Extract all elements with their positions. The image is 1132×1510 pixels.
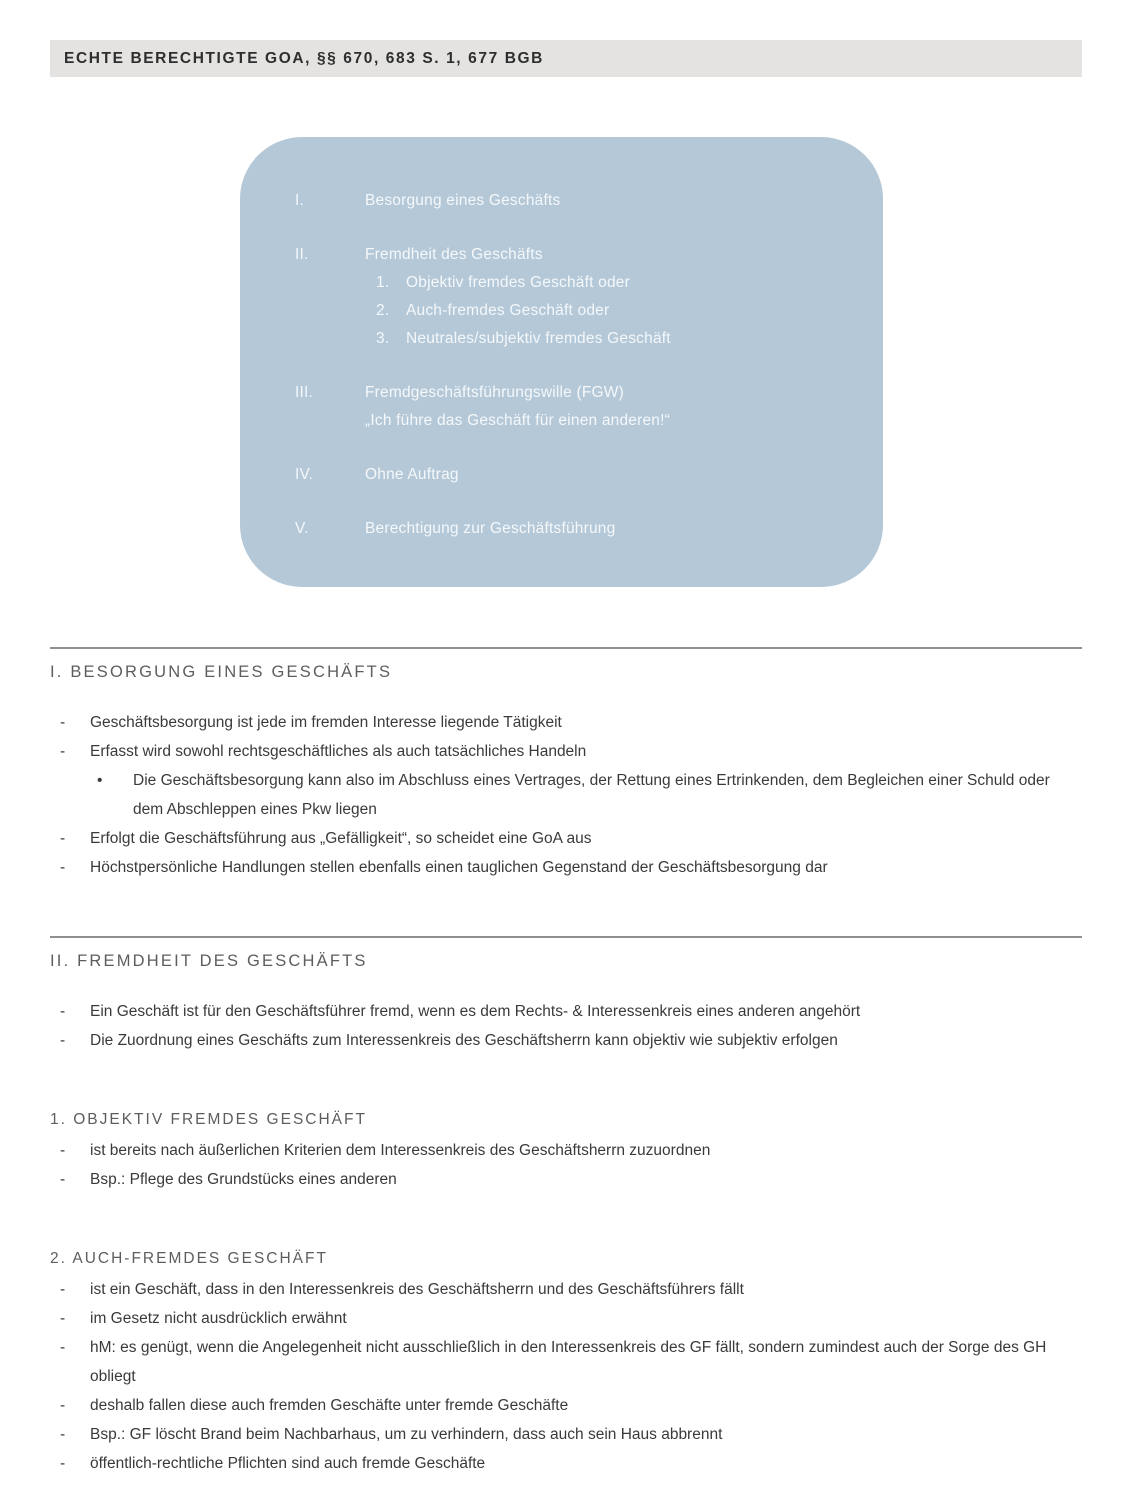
outline-item-2 <box>295 241 843 353</box>
outline-item-text <box>365 241 843 353</box>
subsection-objektiv-fremdes <box>50 1111 1082 1194</box>
bullet-list <box>50 997 1082 1055</box>
outline-subitem-number: 2. <box>376 302 390 319</box>
outline-item-5 <box>295 515 843 543</box>
section-besorgung <box>50 647 1082 882</box>
outline-numeral: V. <box>295 520 309 537</box>
outline-item-title: Fremdheit des Geschäfts <box>365 246 543 263</box>
outline-item-1 <box>295 187 843 215</box>
bullet-list <box>50 1275 1082 1478</box>
outline-box <box>240 137 883 587</box>
list-item-text: Bsp.: GF löscht Brand beim Nachbarhaus, um zu verhindern, dass auch sein Haus abbrennt <box>90 1426 723 1443</box>
outline-item-text: Besorgung eines Geschäfts <box>365 192 561 209</box>
list-item <box>50 997 1082 1026</box>
list-item-text: Die Zuordnung eines Geschäfts zum Interessenkreis des Geschäftsherrn kann objektiv wie subjektiv erfolgen <box>90 1032 838 1049</box>
list-item-text: Höchstpersönliche Handlungen stellen ebenfalls einen tauglichen Gegenstand der Geschäftsbesorgung dar <box>90 859 828 876</box>
dash-bullet-icon: - <box>60 1339 66 1356</box>
outline-subitem-number: 3. <box>376 330 390 347</box>
list-item-text: Erfasst wird sowohl rechtsgeschäftliches als auch tatsächliches Handeln <box>90 743 587 760</box>
subsection-heading: 1. OBJEKTIV FREMDES GESCHÄFT <box>50 1111 367 1128</box>
dash-bullet-icon: - <box>60 1032 66 1049</box>
list-item <box>50 1304 1082 1333</box>
section-divider <box>50 936 1082 938</box>
nested-list-item <box>50 766 1082 824</box>
list-item-text: ist bereits nach äußerlichen Kriterien dem Interessenkreis des Geschäftsherrn zuzuordnen <box>90 1142 711 1159</box>
outline-numeral: I. <box>295 192 305 209</box>
outline-item-3 <box>295 379 843 435</box>
section-divider <box>50 647 1082 649</box>
outline-subitem <box>365 325 843 353</box>
dash-bullet-icon: - <box>60 1426 66 1443</box>
outline-item-title: Fremdgeschäftsführungswille (FGW) <box>365 384 624 401</box>
document-header <box>50 40 1082 77</box>
dash-bullet-icon: - <box>60 1142 66 1159</box>
dot-bullet-icon: • <box>97 772 103 789</box>
outline-numeral: III. <box>295 384 314 401</box>
dash-bullet-icon: - <box>60 743 66 760</box>
list-item <box>50 1391 1082 1420</box>
list-item <box>50 853 1082 882</box>
list-item-text: öffentlich-rechtliche Pflichten sind auch fremde Geschäfte <box>90 1455 486 1472</box>
list-item-text: Geschäftsbesorgung ist jede im fremden Interesse liegende Tätigkeit <box>90 714 562 731</box>
list-item <box>50 737 1082 766</box>
list-item <box>50 824 1082 853</box>
outline-numeral: IV. <box>295 466 314 483</box>
list-item <box>50 1333 1082 1391</box>
outline-subitem <box>365 297 843 325</box>
list-item <box>50 1136 1082 1165</box>
list-item <box>50 1420 1082 1449</box>
section-fremdheit <box>50 936 1082 1055</box>
dash-bullet-icon: - <box>60 1397 66 1414</box>
outline-subitem-text: Objektiv fremdes Geschäft oder <box>406 274 630 291</box>
list-item-text: Ein Geschäft ist für den Geschäftsführer fremd, wenn es dem Rechts- & Interessenkreis eines anderen angehört <box>90 1003 861 1020</box>
list-item-text: im Gesetz nicht ausdrücklich erwähnt <box>90 1310 347 1327</box>
list-item-text: hM: es genügt, wenn die Angelegenheit nicht ausschließlich in den Interessenkreis des GF fällt, sondern zumindest auch der Sorge des GH obliegt <box>90 1339 1047 1385</box>
outline-item-quote: „Ich führe das Geschäft für einen anderen!“ <box>365 412 670 429</box>
outline-subitem-text: Neutrales/subjektiv fremdes Geschäft <box>406 330 671 347</box>
subsection-heading: 2. AUCH-FREMDES GESCHÄFT <box>50 1250 328 1267</box>
dash-bullet-icon: - <box>60 714 66 731</box>
outline-item-text <box>365 379 843 435</box>
outline-subitem-text: Auch-fremdes Geschäft oder <box>406 302 610 319</box>
list-item-text: Erfolgt die Geschäftsführung aus „Gefälligkeit“, so scheidet eine GoA aus <box>90 830 592 847</box>
dash-bullet-icon: - <box>60 830 66 847</box>
document-title: ECHTE BERECHTIGTE GOA, §§ 670, 683 S. 1, 677 BGB <box>64 49 544 67</box>
bullet-list <box>50 1136 1082 1194</box>
list-item-text: Bsp.: Pflege des Grundstücks eines anderen <box>90 1171 397 1188</box>
bullet-list <box>50 708 1082 882</box>
dash-bullet-icon: - <box>60 859 66 876</box>
dash-bullet-icon: - <box>60 1003 66 1020</box>
section-heading: II. FREMDHEIT DES GESCHÄFTS <box>50 952 368 970</box>
list-item <box>50 1165 1082 1194</box>
outline-item-4 <box>295 461 843 489</box>
list-item <box>50 1449 1082 1478</box>
list-item-text: ist ein Geschäft, dass in den Interessenkreis des Geschäftsherrn und des Geschäftsführers fällt <box>90 1281 744 1298</box>
subsection-auch-fremdes <box>50 1250 1082 1478</box>
outline-subitem <box>365 269 843 297</box>
outline-subitem-number: 1. <box>376 274 390 291</box>
outline-item-text: Berechtigung zur Geschäftsführung <box>365 520 616 537</box>
outline-item-text: Ohne Auftrag <box>365 466 459 483</box>
list-item <box>50 708 1082 737</box>
list-item <box>50 1275 1082 1304</box>
dash-bullet-icon: - <box>60 1455 66 1472</box>
section-heading: I. BESORGUNG EINES GESCHÄFTS <box>50 663 393 681</box>
dash-bullet-icon: - <box>60 1281 66 1298</box>
dash-bullet-icon: - <box>60 1310 66 1327</box>
list-item-text: Die Geschäftsbesorgung kann also im Abschluss eines Vertrages, der Rettung eines Ertrinkenden, dem Begleichen einer Schuld oder dem Abschleppen eines Pkw liegen <box>133 772 1050 818</box>
outline-numeral: II. <box>295 246 309 263</box>
list-item-text: deshalb fallen diese auch fremden Geschäfte unter fremde Geschäfte <box>90 1397 569 1414</box>
list-item <box>50 1026 1082 1055</box>
dash-bullet-icon: - <box>60 1171 66 1188</box>
